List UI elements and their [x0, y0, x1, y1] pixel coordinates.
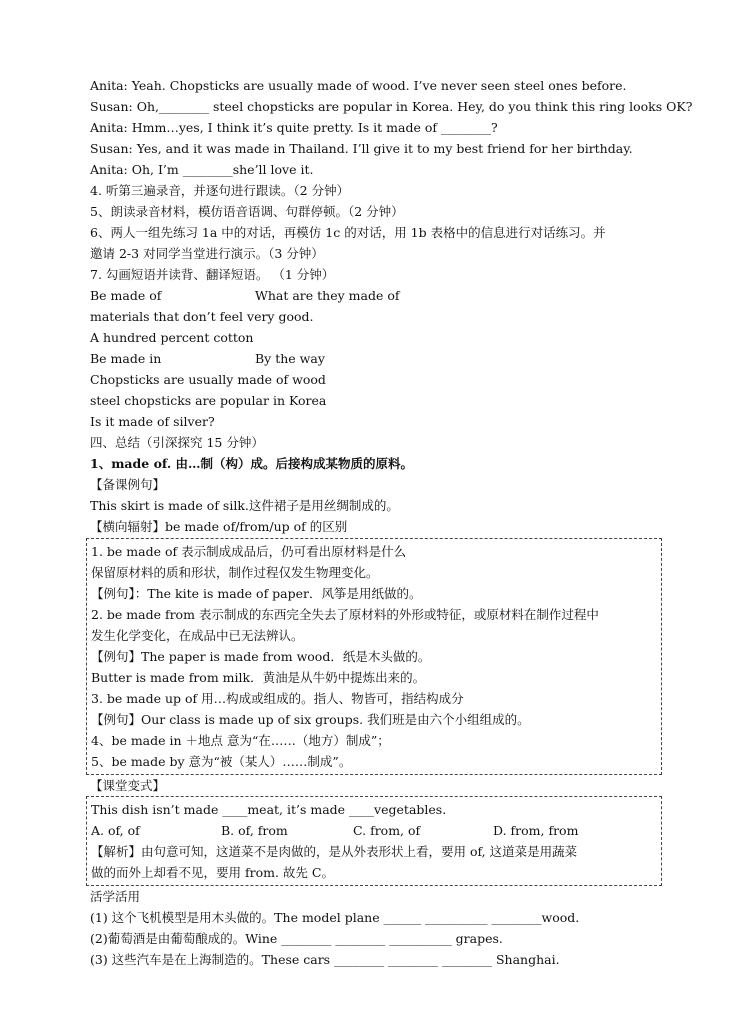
step-item: 6、两人一组先练习 1a 中的对话，再模仿 1c 的对话，用 1b 表格中的信息进行对话练习。并 — [90, 225, 606, 240]
practice-heading: 活学活用 — [90, 889, 141, 904]
phrase: Is it made of silver? — [90, 414, 215, 429]
dialogue-line: Susan: Oh,________ steel chopsticks are popular in Korea. Hey, do you think this ring looks OK? — [90, 99, 693, 114]
box-line: 保留原材料的质和形状，制作过程仅发生物理变化。 — [91, 565, 379, 580]
option-b: B. of, from — [221, 823, 288, 838]
practice-item: (1) 这个飞机模型是用木头做的。The model plane ______ __________ ________wood. — [90, 910, 580, 925]
steps — [90, 180, 650, 285]
box-line: Butter is made from milk．黄油是从牛奶中提炼出来的。 — [91, 670, 426, 685]
phrase-row — [90, 285, 650, 306]
option-d: D. from, from — [493, 823, 579, 838]
phrase: Chopsticks are usually made of wood — [90, 372, 326, 387]
step-item: 4. 听第三遍录音，并逐句进行跟读。（2 分钟） — [90, 183, 350, 198]
analysis-line: 【解析】由句意可知，这道菜不是肉做的，是从外表形状上看，要用 of, 这道菜是用蔬菜 — [91, 844, 578, 859]
phrase: By the way — [255, 351, 325, 366]
dialogue-line: Susan: Yes, and it was made in Thailand. I’ll give it to my best friend for her birthday. — [90, 141, 633, 156]
phrase: steel chopsticks are popular in Korea — [90, 393, 327, 408]
phrase: Be made of — [90, 288, 162, 303]
phrase-row — [90, 348, 650, 369]
dialogue-line: Anita: Hmm…yes, I think it’s quite pretty. Is it made of ________? — [90, 120, 498, 135]
exercise-question: This dish isn’t made ____meat, it’s made ____vegetables. — [91, 802, 447, 817]
box-line: 【例句】：The kite is made of paper．风筝是用纸做的。 — [91, 586, 422, 601]
practice-item: (3) 这些汽车是在上海制造的。These cars ________ ________ ________ Shanghai. — [90, 952, 560, 967]
option-c: C. from, of — [353, 823, 421, 838]
classroom-label: 【课堂变式】 — [90, 778, 166, 793]
phrase-list — [90, 285, 650, 432]
box-line: 4、be made in ＋地点 意为“在……（地方）制成”； — [91, 733, 390, 748]
radiation-label: 【横向辐射】be made of/from/up of 的区别 — [90, 519, 348, 534]
box-line: 1. be made of 表示制成成品后，仍可看出原材料是什么 — [91, 544, 407, 559]
example-label: 【备课例句】 — [90, 477, 166, 492]
option-a: A. of, of — [91, 823, 140, 838]
comparison-box — [86, 538, 662, 775]
exercise-box — [86, 796, 662, 886]
box-line: 2. be made from 表示制成的东西完全失去了原材料的外形或特征，或原材料在制作过程中 — [91, 607, 599, 622]
analysis-line: 做的而外上却看不见，要用 from. 故先 C。 — [91, 865, 334, 880]
worksheet-page — [90, 75, 693, 970]
step-item: 5、朗读录音材料，模仿语音语调、句群停顿。（2 分钟） — [90, 204, 404, 219]
example-sentence: This skirt is made of silk.这件裙子是用丝绸制成的。 — [90, 498, 399, 513]
box-line: 发生化学变化，在成品中已无法辨认。 — [91, 628, 304, 643]
phrase: A hundred percent cotton — [90, 330, 254, 345]
summary-heading: 四、总结（引深探究 15 分钟） — [90, 435, 264, 450]
step-item: 邀请 2-3 对同学当堂进行演示。（3 分钟） — [90, 246, 324, 261]
phrase: Be made in — [90, 351, 162, 366]
box-line: 5、be made by 意为“被（某人）……制成”。 — [91, 754, 352, 769]
box-line: 3. be made up of 用…构成或组成的。指人、物皆可，指结构成分 — [91, 691, 464, 706]
phrase: What are they made of — [255, 288, 400, 303]
box-line: 【例句】Our class is made up of six groups. 我们班是由六个小组组成的。 — [91, 712, 530, 727]
practice-item: (2)葡萄酒是由葡萄酿成的。Wine ________ ________ __________ grapes. — [90, 931, 503, 946]
dialogue-line: Anita: Oh, I’m ________she’ll love it. — [90, 162, 314, 177]
exercise-options — [91, 820, 658, 841]
step-item: 7. 勾画短语并读背、翻译短语。 （1 分钟） — [90, 267, 335, 282]
phrase: materials that don’t feel very good. — [90, 309, 314, 324]
dialogue — [90, 75, 693, 180]
point-title: 1、made of. 由…制（构）成。后接构成某物质的原料。 — [90, 456, 414, 471]
box-line: 【例句】The paper is made from wood．纸是木头做的。 — [91, 649, 431, 664]
dialogue-line: Anita: Yeah. Chopsticks are usually made of wood. I’ve never seen steel ones before. — [90, 78, 627, 93]
